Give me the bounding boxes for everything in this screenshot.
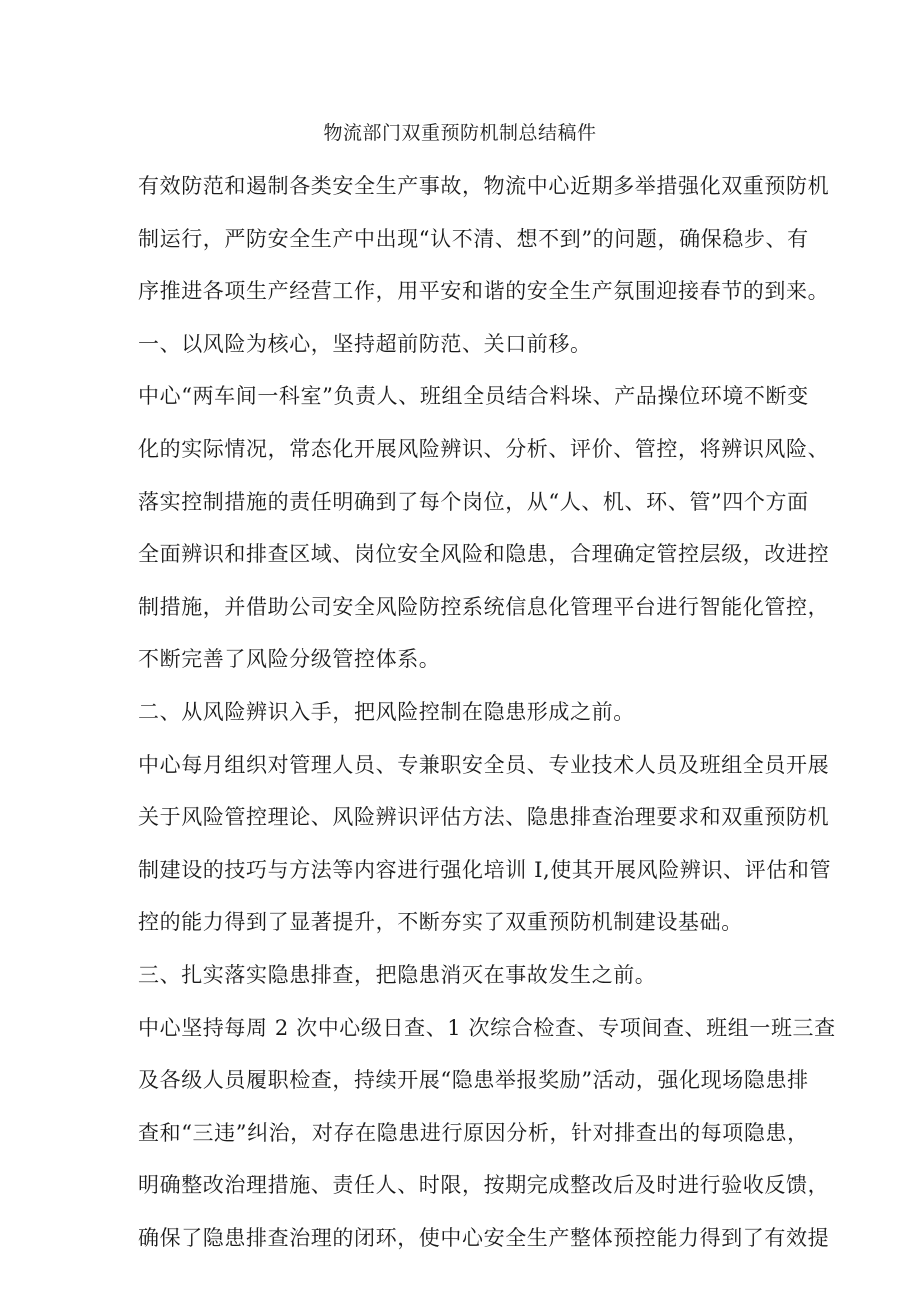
body-line: 查和“三违”纠治，对存在隐患进行原因分析，针对排查出的每项隐患， <box>138 1120 809 1145</box>
body-line: 落实控制措施的责任明确到了每个岗位，从“人、机、环、管”四个方面 <box>138 489 809 514</box>
body-line: 明确整改治理措施、责任人、时限，按期完成整改后及时进行验收反馈， <box>138 1173 830 1198</box>
body-line: 序推进各项生产经营工作，用平安和谐的安全生产氛围迎接春节的到来。 <box>138 279 830 304</box>
body-line: 中心坚持每周 2 次中心级日查、1 次综合检查、专项间查、班组一班三查 <box>138 1015 836 1040</box>
section-heading-1: 一、以风险为核心，坚持超前防范、关口前移。 <box>138 331 592 356</box>
body-line: 确保了隐患排查治理的闭环，使中心安全生产整体预控能力得到了有效提 <box>138 1225 830 1250</box>
body-line: 制运行，严防安全生产中出现“认不清、想不到”的问题，确保稳步、有 <box>138 226 809 251</box>
document-body <box>138 160 836 1264</box>
body-line: 不断完善了风险分级管控体系。 <box>138 647 441 672</box>
body-line: 制措施，并借助公司安全风险防控系统信息化管理平台进行智能化管控， <box>138 594 830 619</box>
section-heading-2: 二、从风险辨识入手，把风险控制在隐患形成之前。 <box>138 699 635 724</box>
body-line: 有效防范和遏制各类安全生产事故，物流中心近期多举措强化双重预防机 <box>138 174 830 198</box>
body-line: 中心每月组织对管理人员、专兼职安全员、专业技术人员及班组全员开展 <box>138 752 830 777</box>
body-line: 全面辨识和排查区域、岗位安全风险和隐患，合理确定管控层级，改进控 <box>138 542 830 567</box>
body-line: 化的实际情况，常态化开展风险辨识、分析、评价、管控，将辨识风险、 <box>138 436 830 461</box>
document-title: 物流部门双重预防机制总结稿件 <box>323 122 597 144</box>
section-heading-3: 三、扎实落实隐患排查，把隐患消灭在事故发生之前。 <box>138 962 657 987</box>
body-line: 控的能力得到了显著提升，不断夯实了双重预防机制建设基础。 <box>138 910 743 935</box>
body-line: 及各级人员履职检查，持续开展“隐患举报奖励”活动，强化现场隐患排 <box>138 1068 809 1093</box>
body-line: 关于风险管控理论、风险辨识评估方法、隐患排查治理要求和双重预防机 <box>138 805 830 830</box>
body-line: 中心“两车间一科室”负责人、班组全员结合料垛、产品操位环境不断变 <box>138 384 809 409</box>
body-line: 制建设的技巧与方法等内容进行强化培训 I,使其开展风险辨识、评估和管 <box>138 857 832 882</box>
